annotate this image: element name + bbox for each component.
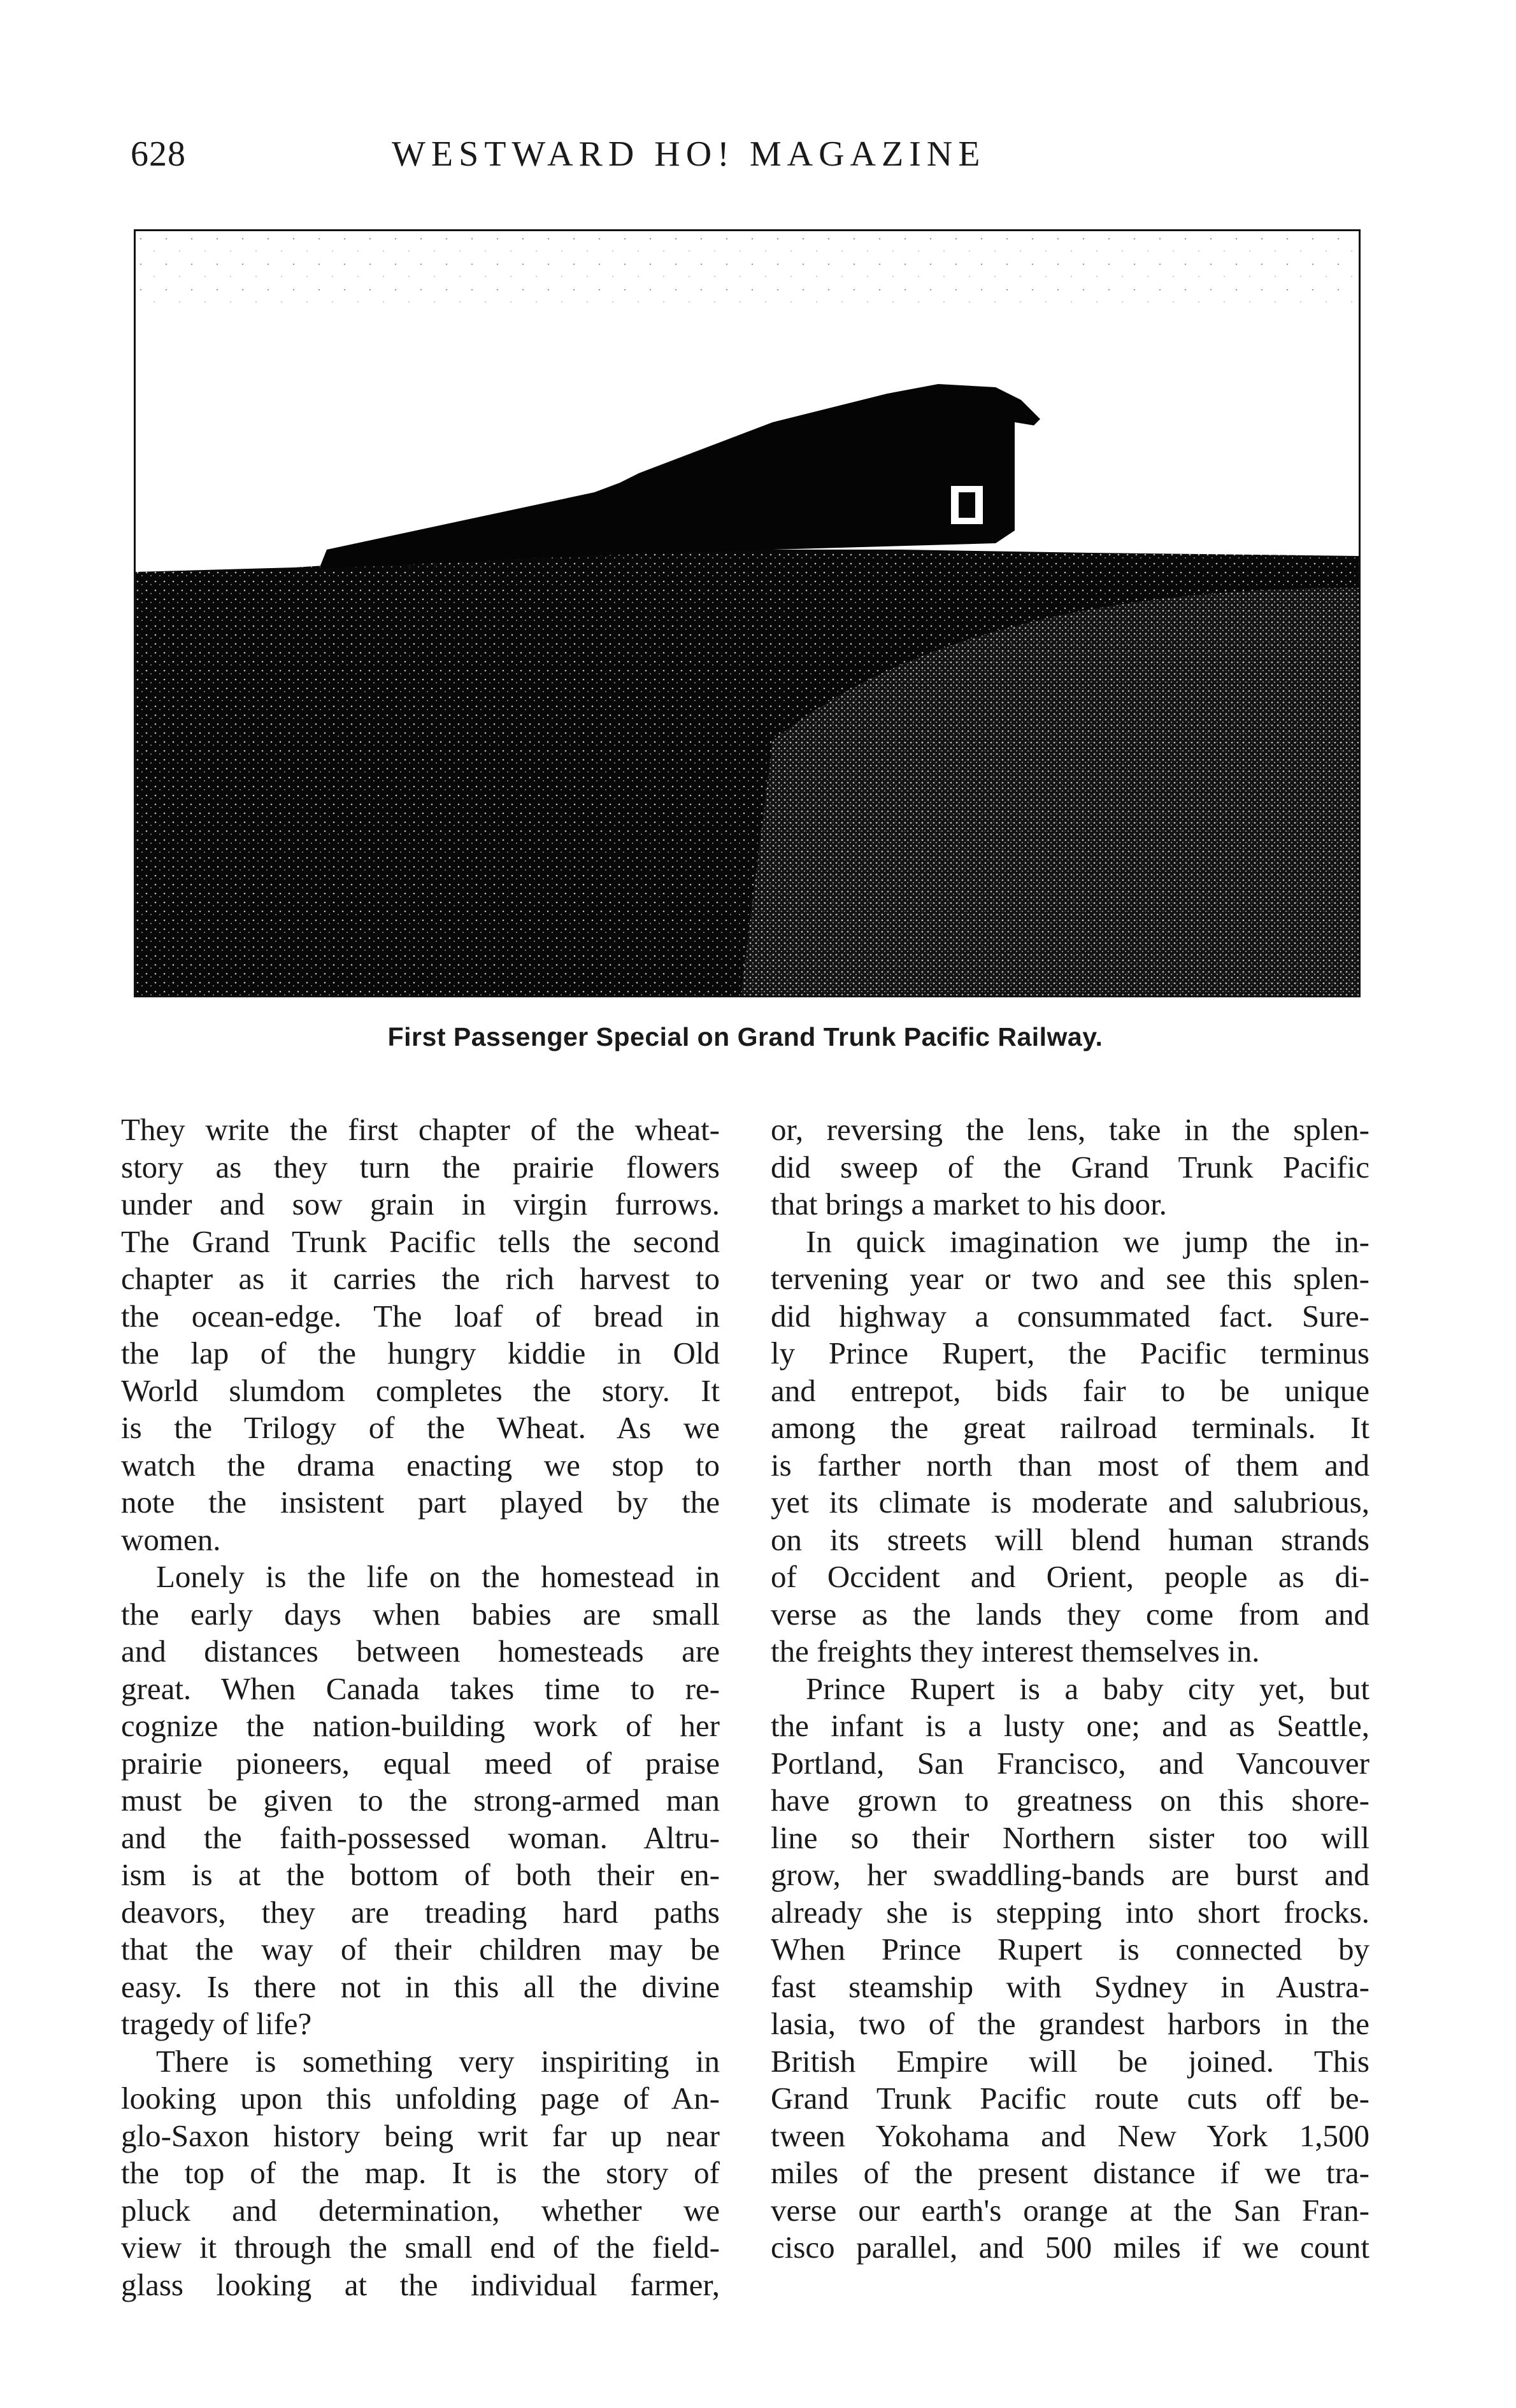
text-line: tween Yokohama and New York 1,500	[771, 2118, 1369, 2153]
text-line: Lonely is the life on the homestead in	[156, 1559, 720, 1594]
train-silhouette-image	[136, 231, 1359, 995]
text-line: ly Prince Rupert, the Pacific terminus	[771, 1336, 1369, 1371]
text-line: under and sow grain in virgin furrows.	[121, 1186, 720, 1222]
text-line: line so their Northern sister too will	[771, 1820, 1369, 1855]
text-line: lasia, two of the grandest harbors in the	[771, 2006, 1369, 2041]
text-line: verse as the lands they come from and	[771, 1596, 1369, 1632]
text-line: on its streets will blend human strands	[771, 1521, 1369, 1557]
text-line: among the great railroad terminals. It	[771, 1410, 1369, 1445]
text-line: glass looking at the individual farmer,	[121, 2267, 720, 2302]
text-line: chapter as it carries the rich harvest to	[121, 1261, 720, 1296]
text-line: that the way of their children may be	[121, 1932, 720, 1967]
text-line: cognize the nation-building work of her	[121, 1708, 720, 1743]
text-line: is the Trilogy of the Wheat. As we	[121, 1410, 720, 1445]
text-line: tragedy of life?	[121, 2006, 312, 2041]
train-photograph	[134, 229, 1361, 997]
text-line: glo-Saxon history being writ far up near	[121, 2118, 720, 2153]
text-line: looking upon this unfolding page of An-	[121, 2081, 720, 2116]
text-line: easy. Is there not in this all the divine	[121, 1969, 720, 2004]
text-line: grow, her swaddling-bands are burst and	[771, 1857, 1369, 1892]
text-line: and entrepot, bids fair to be unique	[771, 1372, 1369, 1408]
running-head: WESTWARD HO! MAGAZINE	[392, 134, 986, 174]
right-text-column	[771, 1111, 1369, 2267]
text-line: prairie pioneers, equal meed of praise	[121, 1745, 720, 1781]
page-header	[131, 134, 1379, 191]
text-line: note the insistent part played by the	[121, 1485, 720, 1520]
text-line: have grown to greatness on this shore-	[771, 1783, 1369, 1818]
text-line: Grand Trunk Pacific route cuts off be-	[771, 2081, 1369, 2116]
text-line: watch the drama enacting we stop to	[121, 1447, 720, 1483]
text-line: ism is at the bottom of both their en-	[121, 1857, 720, 1892]
left-text-column	[121, 1111, 720, 2304]
text-line: the lap of the hungry kiddie in Old	[121, 1336, 720, 1371]
text-line: or, reversing the lens, take in the splen-	[771, 1112, 1369, 1147]
text-line: miles of the present distance if we tra-	[771, 2155, 1369, 2190]
text-line: great. When Canada takes time to re-	[121, 1671, 720, 1706]
text-line: did sweep of the Grand Trunk Pacific	[771, 1149, 1369, 1185]
text-line: pluck and determination, whether we	[121, 2192, 720, 2228]
photo-caption: First Passenger Special on Grand Trunk Pacific Railway.	[387, 1022, 1103, 1051]
text-line: must be given to the strong-armed man	[121, 1783, 720, 1818]
text-line: the infant is a lusty one; and as Seattle,	[771, 1708, 1369, 1743]
text-line: In quick imagination we jump the in-	[806, 1223, 1369, 1259]
text-line: and distances between homesteads are	[121, 1634, 720, 1669]
text-line: There is something very inspiriting in	[156, 2043, 720, 2079]
text-line: deavors, they are treading hard paths	[121, 1894, 720, 1930]
text-line: Prince Rupert is a baby city yet, but	[806, 1671, 1369, 1706]
text-line: of Occident and Orient, people as di-	[771, 1559, 1369, 1594]
text-line: view it through the small end of the field-	[121, 2230, 720, 2265]
text-line: already she is stepping into short frocks.	[771, 1894, 1369, 1930]
text-line: When Prince Rupert is connected by	[771, 1932, 1369, 1967]
text-line: women.	[121, 1521, 221, 1557]
text-line: and the faith-possessed woman. Altru-	[121, 1820, 720, 1855]
text-line: did highway a consummated fact. Sure-	[771, 1298, 1369, 1334]
text-line: yet its climate is moderate and salubrious,	[771, 1485, 1369, 1520]
text-line: the early days when babies are small	[121, 1596, 720, 1632]
text-line: story as they turn the prairie flowers	[121, 1149, 720, 1185]
text-line: They write the first chapter of the wheat-	[121, 1112, 720, 1147]
text-line: the top of the map. It is the story of	[121, 2155, 720, 2190]
text-line: fast steamship with Sydney in Austra-	[771, 1969, 1369, 2004]
text-line: is farther north than most of them and	[771, 1447, 1369, 1483]
text-line: Portland, San Francisco, and Vancouver	[771, 1745, 1369, 1781]
text-line: British Empire will be joined. This	[771, 2043, 1369, 2079]
text-line: the ocean-edge. The loaf of bread in	[121, 1298, 720, 1334]
text-line: that brings a market to his door.	[771, 1186, 1167, 1222]
text-line: tervening year or two and see this splen-	[771, 1261, 1369, 1296]
text-line: cisco parallel, and 500 miles if we count	[771, 2230, 1369, 2265]
text-line: verse our earth's orange at the San Fran-	[771, 2192, 1369, 2228]
text-line: World slumdom completes the story. It	[121, 1372, 720, 1408]
text-line: the freights they interest themselves in.	[771, 1634, 1260, 1669]
text-line: The Grand Trunk Pacific tells the second	[121, 1223, 720, 1259]
page-number: 628	[131, 134, 186, 174]
